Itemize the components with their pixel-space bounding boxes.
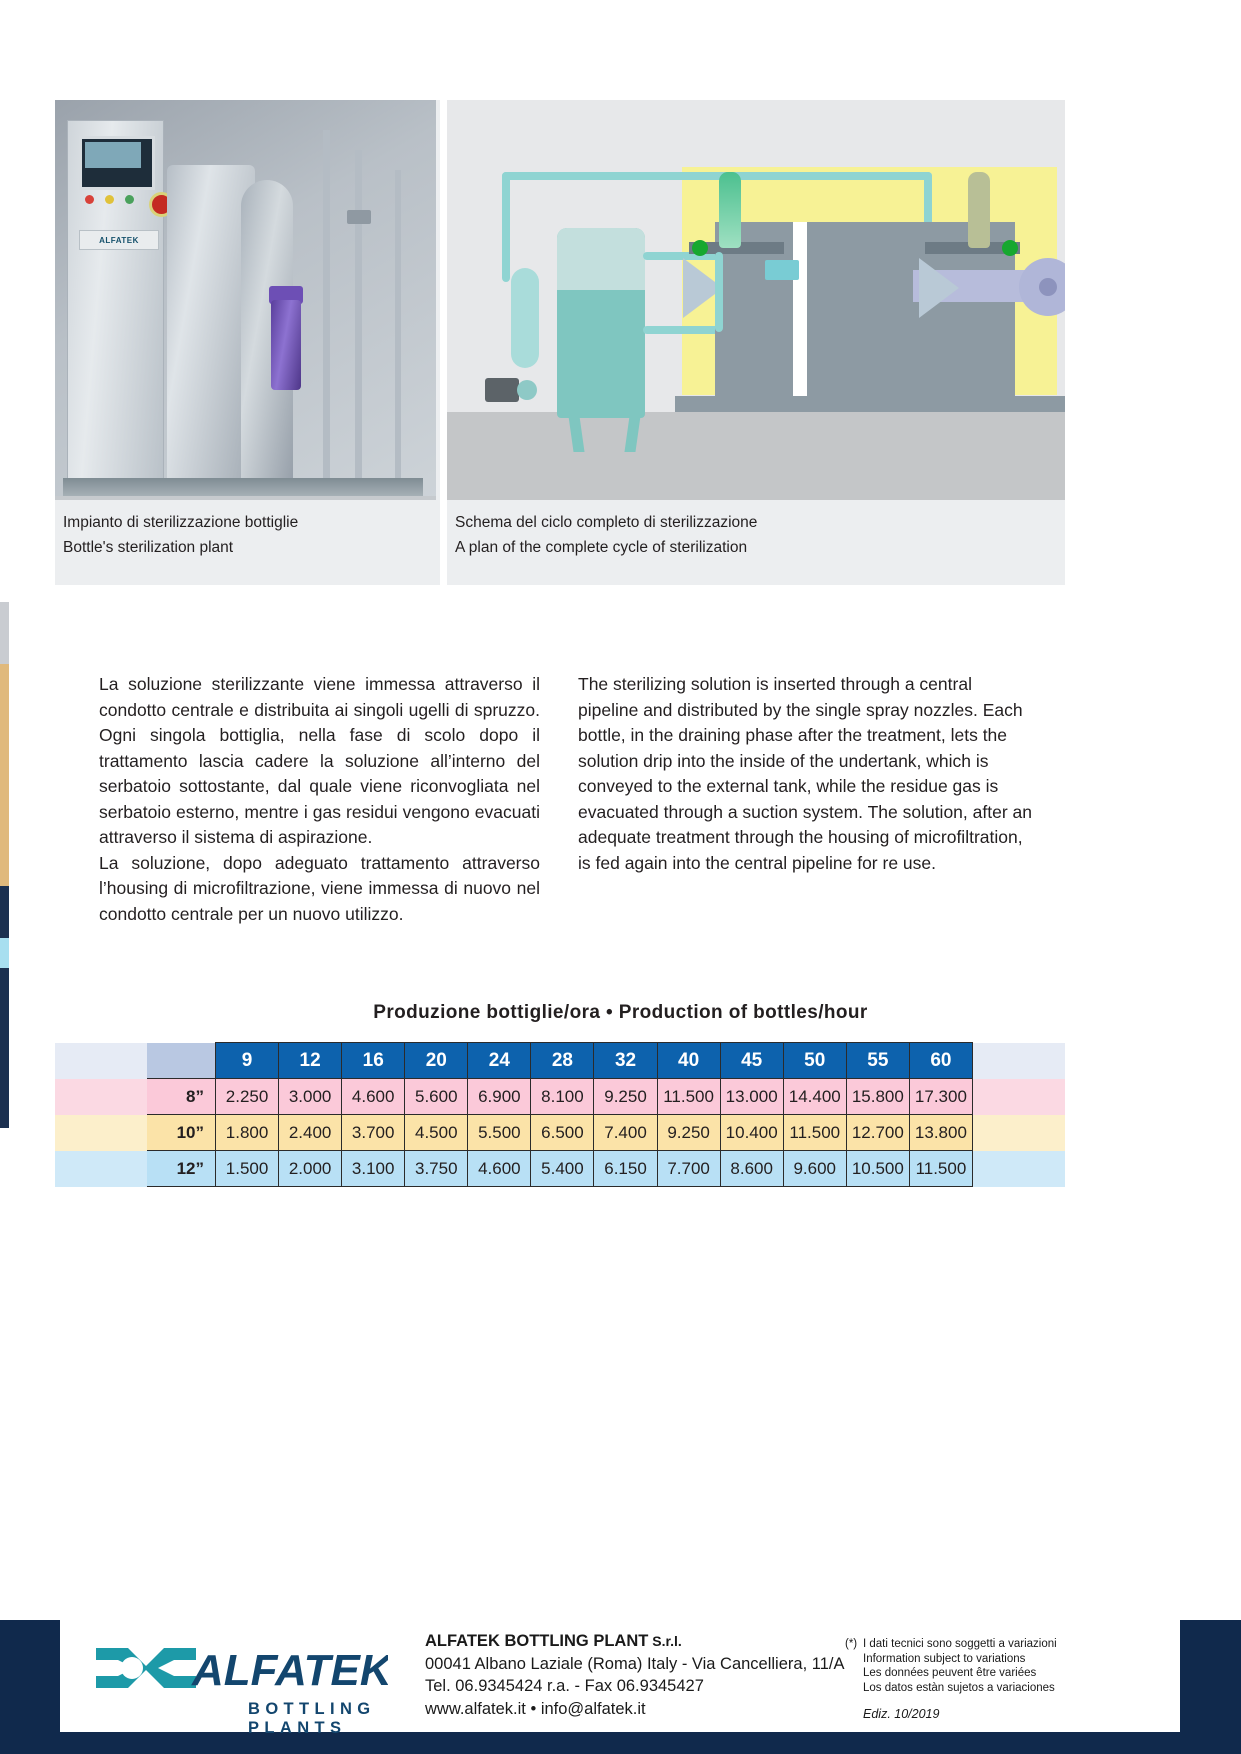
english-paragraph-1: The sterilizing solution is inserted through a central pipeline and distributed by the single spray nozzles. Each bottle, in the draining phase after the treatment, lets the solution drip into the inside of the undertank, which is conveyed to the external tank, while the residue gas is evacuated through a suction system. The solution, after an adequate treatment through the housing of microfiltration, is fed again into the central pipeline for re use.: [578, 674, 1032, 873]
cell: 13.800: [909, 1115, 972, 1151]
cell: 10.400: [720, 1115, 783, 1151]
diagram-caption: [455, 510, 757, 560]
cell: 5.500: [468, 1115, 531, 1151]
photo-caption: [63, 510, 298, 560]
diagram-floor-strip: [447, 412, 1065, 500]
column-header-0: 9: [216, 1043, 279, 1079]
cell: 11.500: [657, 1079, 720, 1115]
table-title: Produzione bottiglie/ora • Production of bottles/hour: [373, 1002, 868, 1023]
machine-section-middle: [807, 222, 915, 400]
pump-motor: [485, 378, 519, 402]
cell: 14.400: [783, 1079, 846, 1115]
column-header-7: 40: [657, 1043, 720, 1079]
disclaimer-fr: Les données peuvent être variées: [863, 1667, 1037, 1679]
logo-wordmark: ALFATEK: [192, 1646, 388, 1695]
edition-label: Ediz. 10/2019: [863, 1707, 940, 1721]
cabinet-logo-plate: ALFATEK: [79, 230, 159, 250]
company-address: 00041 Albano Laziale (Roma) Italy - Via Cancelliera, 11/A: [425, 1654, 845, 1673]
header-pad-left: [55, 1043, 147, 1079]
machine-base-frame: [63, 478, 423, 498]
edge-strip-white-top: [0, 0, 9, 602]
alfatek-logo-mark: [88, 1638, 388, 1698]
panel-display-screen: [85, 142, 141, 168]
column-header-4: 24: [468, 1043, 531, 1079]
valve-indicator-left: [692, 240, 708, 256]
edge-strip-navy-2: [0, 968, 9, 1128]
logo-tagline: BOTTLING PLANTS: [248, 1700, 376, 1737]
cell: 4.500: [405, 1115, 468, 1151]
table-row: [55, 1151, 1065, 1187]
edge-strip-tan: [0, 664, 9, 886]
cell: 17.300: [909, 1079, 972, 1115]
sterilization-plant-photo: [55, 100, 436, 500]
cell: 1.800: [216, 1115, 279, 1151]
disclaimer-it: I dati tecnici sono soggetti a variazioni: [863, 1638, 1057, 1650]
disclaimer-asterisk: (*): [845, 1638, 858, 1650]
column-header-3: 20: [405, 1043, 468, 1079]
panel-button-yellow: [105, 195, 114, 204]
cell: 4.600: [342, 1079, 405, 1115]
pipe-vertical-3: [395, 170, 401, 490]
image-band-divider: [440, 100, 447, 585]
alfatek-logo: [88, 1638, 388, 1737]
cell: 6.900: [468, 1079, 531, 1115]
cell: 15.800: [846, 1079, 909, 1115]
pump-impeller: [517, 380, 537, 400]
photo-floor: [55, 496, 436, 500]
row-pad-left: [55, 1115, 147, 1151]
pump-body: [271, 300, 301, 390]
row-label: 8”: [147, 1079, 216, 1115]
cell: 4.600: [468, 1151, 531, 1187]
cell: 7.700: [657, 1151, 720, 1187]
valve-indicator-right: [1002, 240, 1018, 256]
cell: 5.600: [405, 1079, 468, 1115]
cell: 6.500: [531, 1115, 594, 1151]
machine-base: [675, 396, 1065, 412]
logo-symbol-shape: [96, 1648, 196, 1688]
bottle-drained: [968, 172, 990, 248]
company-phone: Tel. 06.9345424 r.a. - Fax 06.9345427: [425, 1677, 704, 1695]
company-contact-block: [425, 1630, 844, 1720]
cell: 7.400: [594, 1115, 657, 1151]
production-table: [55, 1042, 1065, 1187]
pipe-vertical-1: [323, 130, 330, 490]
pipe-drip-return: [715, 252, 723, 332]
row-pad-left: [55, 1151, 147, 1187]
row-label: 10”: [147, 1115, 216, 1151]
body-text-english: [578, 672, 1033, 876]
column-header-5: 28: [531, 1043, 594, 1079]
table-body: [55, 1079, 1065, 1187]
cell: 5.400: [531, 1151, 594, 1187]
disclaimer-lines: [863, 1637, 1105, 1695]
row-pad-left: [55, 1079, 147, 1115]
column-header-1: 12: [279, 1043, 342, 1079]
cell: 11.500: [783, 1115, 846, 1151]
column-header-6: 32: [594, 1043, 657, 1079]
company-name-line: [425, 1630, 844, 1653]
cell: 1.500: [216, 1151, 279, 1187]
cell: 2.000: [279, 1151, 342, 1187]
machine-separator: [793, 222, 807, 400]
disclaimer-block: [845, 1637, 1105, 1695]
row-pad-right: [973, 1079, 1066, 1115]
row-label: 12”: [147, 1151, 216, 1187]
suction-fan-hub: [1039, 278, 1057, 296]
cell: 8.600: [720, 1151, 783, 1187]
cell: 9.250: [657, 1115, 720, 1151]
pipe-left-riser: [502, 172, 510, 282]
pipe-top-run: [502, 172, 932, 180]
cell: 3.100: [342, 1151, 405, 1187]
cell: 9.600: [783, 1151, 846, 1187]
column-header-10: 55: [846, 1043, 909, 1079]
control-valve-box: [765, 260, 799, 280]
panel-button-red: [85, 195, 94, 204]
left-edge-color-strips: [0, 0, 9, 1754]
diagram-caption-en: A plan of the complete cycle of sterilization: [455, 539, 748, 556]
row-pad-right: [973, 1115, 1066, 1151]
cell: 6.150: [594, 1151, 657, 1187]
disclaimer-en: Information subject to variations: [863, 1652, 1026, 1665]
table-head: [55, 1043, 1065, 1079]
cell: 10.500: [846, 1151, 909, 1187]
body-text-italian: [99, 672, 540, 927]
disclaimer-es: Los datos estàn sujetos a variaciones: [863, 1681, 1055, 1694]
cell: 12.700: [846, 1115, 909, 1151]
edge-strip-sky: [0, 938, 9, 968]
company-suffix: S.r.l.: [648, 1633, 682, 1649]
image-band: [55, 100, 1065, 585]
italian-paragraph-1: La soluzione sterilizzante viene immessa attraverso il condotto centrale e distribuita ai singoli ugelli di spruzzo. Ogni singola bottiglia, nella fase di scolo dopo il trattamento lascia cadere la soluzione all’interno del serbatoio sottostante, dal quale viene riconvogliata nel serbatoio esterno, mentre i gas residui vengono evacuati attraverso il sistema di aspirazione.: [99, 674, 540, 847]
cell: 3.750: [405, 1151, 468, 1187]
header-corner-cell: [147, 1043, 216, 1079]
cell: 2.400: [279, 1115, 342, 1151]
table-row: [55, 1115, 1065, 1151]
table-row: [55, 1079, 1065, 1115]
column-header-11: 60: [909, 1043, 972, 1079]
pipe-valve: [347, 210, 371, 224]
column-header-8: 45: [720, 1043, 783, 1079]
cell: 9.250: [594, 1079, 657, 1115]
italian-paragraph-2: La soluzione, dopo adeguato trattamento attraverso l’housing di microfiltrazione, viene immessa di nuovo nel condotto centrale per un nuovo utilizzo.: [99, 852, 540, 924]
edge-strip-silver: [0, 602, 9, 664]
cell: 2.250: [216, 1079, 279, 1115]
photo-caption-en: Bottle's sterilization plant: [63, 539, 234, 556]
microfiltration-housing: [511, 268, 539, 368]
table-header-row: [55, 1043, 1065, 1079]
cell: 3.700: [342, 1115, 405, 1151]
bottle-filled: [719, 172, 741, 248]
cell: 3.000: [279, 1079, 342, 1115]
logo-symbol-hole: [121, 1657, 143, 1679]
undertank-cone-right: [919, 258, 959, 318]
column-header-9: 50: [783, 1043, 846, 1079]
panel-button-green: [125, 195, 134, 204]
photo-caption-it: Impianto di sterilizzazione bottiglie: [63, 514, 299, 531]
row-pad-right: [973, 1151, 1066, 1187]
cell: 13.000: [720, 1079, 783, 1115]
column-header-2: 16: [342, 1043, 405, 1079]
company-web: www.alfatek.it • info@alfatek.it: [425, 1699, 646, 1718]
edge-strip-navy: [0, 886, 9, 938]
diagram-caption-it: Schema del ciclo completo di sterilizzazione: [455, 514, 758, 531]
external-tank-headspace: [557, 228, 645, 290]
company-name: ALFATEK BOTTLING PLANT: [425, 1632, 649, 1650]
sterilization-cycle-diagram: [447, 100, 1065, 500]
pipe-vertical-2: [355, 150, 362, 490]
header-pad-right: [973, 1043, 1066, 1079]
cell: 11.500: [909, 1151, 972, 1187]
cell: 8.100: [531, 1079, 594, 1115]
